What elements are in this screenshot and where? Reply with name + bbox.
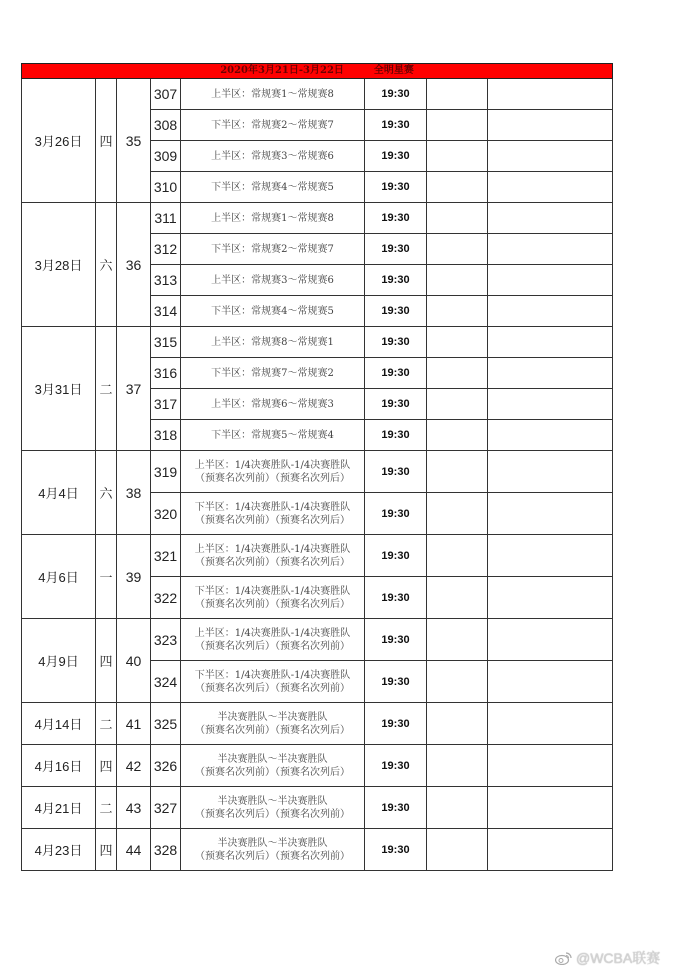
time-cell: 19:30 — [365, 110, 427, 141]
empty-cell-venue — [427, 172, 488, 203]
matchup-cell — [181, 703, 365, 745]
banner-event: 全明星赛 — [373, 65, 414, 76]
weekday-cell: 六 — [96, 203, 117, 327]
empty-cell-broadcast — [488, 535, 613, 577]
round-cell: 44 — [117, 829, 151, 871]
empty-cell-broadcast — [488, 661, 613, 703]
empty-cell-broadcast — [488, 234, 613, 265]
matchup-line: 下半区：常规赛4～常规赛5 — [211, 305, 334, 317]
game-row — [22, 79, 613, 110]
time-cell: 19:30 — [365, 265, 427, 296]
empty-cell-broadcast — [488, 110, 613, 141]
game-number-cell: 323 — [151, 619, 181, 661]
round-cell: 39 — [117, 535, 151, 619]
empty-cell-broadcast — [488, 79, 613, 110]
matchup-line: 上半区：常规赛1～常规赛8 — [211, 88, 334, 100]
time-cell: 19:30 — [365, 661, 427, 703]
matchup-cell — [181, 265, 365, 296]
matchup-cell — [181, 110, 365, 141]
round-cell: 37 — [117, 327, 151, 451]
time-cell: 19:30 — [365, 172, 427, 203]
game-number-cell: 326 — [151, 745, 181, 787]
time-cell: 19:30 — [365, 234, 427, 265]
game-number-cell: 322 — [151, 577, 181, 619]
matchup-cell — [181, 577, 365, 619]
matchup-line: 下半区：常规赛5～常规赛4 — [211, 429, 334, 441]
game-row — [22, 619, 613, 661]
game-row — [22, 787, 613, 829]
date-cell: 3月28日 — [22, 203, 96, 327]
game-number-cell: 312 — [151, 234, 181, 265]
matchup-line: （预赛名次列后）（预赛名次列前） — [195, 850, 350, 862]
game-number-cell: 319 — [151, 451, 181, 493]
time-cell: 19:30 — [365, 203, 427, 234]
round-cell: 41 — [117, 703, 151, 745]
weekday-cell: 二 — [96, 703, 117, 745]
time-cell: 19:30 — [365, 703, 427, 745]
game-row — [22, 327, 613, 358]
matchup-cell — [181, 420, 365, 451]
matchup-cell — [181, 172, 365, 203]
round-cell: 35 — [117, 79, 151, 203]
matchup-line: 上半区：常规赛3～常规赛6 — [211, 274, 334, 286]
empty-cell-broadcast — [488, 703, 613, 745]
empty-cell-venue — [427, 141, 488, 172]
game-row — [22, 535, 613, 577]
weekday-cell: 四 — [96, 619, 117, 703]
empty-cell-broadcast — [488, 451, 613, 493]
empty-cell-broadcast — [488, 296, 613, 327]
time-cell: 19:30 — [365, 829, 427, 871]
game-number-cell: 310 — [151, 172, 181, 203]
empty-cell-broadcast — [488, 141, 613, 172]
empty-cell-venue — [427, 79, 488, 110]
game-row — [22, 829, 613, 871]
game-number-cell: 321 — [151, 535, 181, 577]
game-number-cell: 318 — [151, 420, 181, 451]
empty-cell-venue — [427, 451, 488, 493]
time-cell: 19:30 — [365, 141, 427, 172]
matchup-line: 上半区：1/4决赛胜队-1/4决赛胜队 — [194, 627, 351, 639]
weekday-cell: 四 — [96, 745, 117, 787]
empty-cell-broadcast — [488, 203, 613, 234]
date-cell: 4月6日 — [22, 535, 96, 619]
banner-cell — [22, 64, 613, 79]
matchup-cell — [181, 327, 365, 358]
matchup-cell — [181, 234, 365, 265]
empty-cell-venue — [427, 389, 488, 420]
date-cell: 4月14日 — [22, 703, 96, 745]
weekday-cell: 二 — [96, 327, 117, 451]
empty-cell-broadcast — [488, 829, 613, 871]
time-cell: 19:30 — [365, 577, 427, 619]
matchup-line: 上半区：1/4决赛胜队-1/4决赛胜队 — [194, 459, 351, 471]
schedule-table — [21, 63, 613, 871]
date-cell: 4月9日 — [22, 619, 96, 703]
empty-cell-venue — [427, 787, 488, 829]
date-cell: 3月31日 — [22, 327, 96, 451]
weekday-cell: 四 — [96, 79, 117, 203]
date-cell: 4月16日 — [22, 745, 96, 787]
matchup-line: 下半区：常规赛2～常规赛7 — [211, 243, 334, 255]
game-number-cell: 309 — [151, 141, 181, 172]
weekday-cell: 四 — [96, 829, 117, 871]
matchup-line: （预赛名次列后）（预赛名次列前） — [195, 682, 350, 694]
weekday-cell: 二 — [96, 787, 117, 829]
matchup-line: 下半区：常规赛7～常规赛2 — [211, 367, 334, 379]
time-cell: 19:30 — [365, 296, 427, 327]
game-row — [22, 745, 613, 787]
game-number-cell: 317 — [151, 389, 181, 420]
matchup-cell — [181, 296, 365, 327]
matchup-cell — [181, 79, 365, 110]
empty-cell-venue — [427, 296, 488, 327]
game-number-cell: 313 — [151, 265, 181, 296]
watermark — [555, 948, 660, 968]
matchup-line: （预赛名次列前）（预赛名次列后） — [195, 556, 350, 568]
matchup-line: 半决赛胜队～半决赛胜队 — [217, 753, 328, 765]
matchup-cell — [181, 661, 365, 703]
time-cell: 19:30 — [365, 358, 427, 389]
empty-cell-venue — [427, 203, 488, 234]
time-cell: 19:30 — [365, 745, 427, 787]
empty-cell-venue — [427, 577, 488, 619]
time-cell: 19:30 — [365, 420, 427, 451]
game-number-cell: 316 — [151, 358, 181, 389]
empty-cell-broadcast — [488, 619, 613, 661]
weekday-cell: 一 — [96, 535, 117, 619]
time-cell: 19:30 — [365, 451, 427, 493]
matchup-line: 半决赛胜队～半决赛胜队 — [217, 795, 328, 807]
time-cell: 19:30 — [365, 327, 427, 358]
empty-cell-broadcast — [488, 420, 613, 451]
round-cell: 38 — [117, 451, 151, 535]
date-cell: 4月4日 — [22, 451, 96, 535]
matchup-line: 下半区：常规赛4～常规赛5 — [211, 181, 334, 193]
weibo-icon — [555, 951, 573, 965]
matchup-line: （预赛名次列前）（预赛名次列后） — [195, 472, 350, 484]
empty-cell-broadcast — [488, 577, 613, 619]
weekday-cell: 六 — [96, 451, 117, 535]
matchup-line: （预赛名次列后）（预赛名次列前） — [195, 640, 350, 652]
empty-cell-broadcast — [488, 172, 613, 203]
matchup-line: （预赛名次列前）（预赛名次列后） — [195, 598, 350, 610]
matchup-cell — [181, 389, 365, 420]
matchup-line: 上半区：1/4决赛胜队-1/4决赛胜队 — [194, 543, 351, 555]
empty-cell-venue — [427, 619, 488, 661]
empty-cell-broadcast — [488, 327, 613, 358]
round-cell: 42 — [117, 745, 151, 787]
matchup-cell — [181, 203, 365, 234]
matchup-line: 半决赛胜队～半决赛胜队 — [217, 837, 328, 849]
game-number-cell: 320 — [151, 493, 181, 535]
matchup-line: 下半区：常规赛2～常规赛7 — [211, 119, 334, 131]
matchup-line: 上半区：常规赛6～常规赛3 — [211, 398, 334, 410]
game-number-cell: 328 — [151, 829, 181, 871]
empty-cell-venue — [427, 535, 488, 577]
empty-cell-broadcast — [488, 358, 613, 389]
time-cell: 19:30 — [365, 619, 427, 661]
matchup-cell — [181, 535, 365, 577]
round-cell: 40 — [117, 619, 151, 703]
date-cell: 4月23日 — [22, 829, 96, 871]
matchup-line: 下半区：1/4决赛胜队-1/4决赛胜队 — [194, 669, 351, 681]
empty-cell-venue — [427, 829, 488, 871]
date-cell: 3月26日 — [22, 79, 96, 203]
round-cell: 36 — [117, 203, 151, 327]
empty-cell-broadcast — [488, 265, 613, 296]
game-number-cell: 325 — [151, 703, 181, 745]
matchup-cell — [181, 493, 365, 535]
watermark-text: @WCBA联赛 — [576, 950, 661, 966]
empty-cell-venue — [427, 420, 488, 451]
matchup-line: （预赛名次列前）（预赛名次列后） — [195, 766, 350, 778]
game-number-cell: 307 — [151, 79, 181, 110]
round-cell: 43 — [117, 787, 151, 829]
matchup-line: 下半区：1/4决赛胜队-1/4决赛胜队 — [194, 585, 351, 597]
matchup-cell — [181, 451, 365, 493]
matchup-line: 上半区：常规赛3～常规赛6 — [211, 150, 334, 162]
matchup-line: 上半区：常规赛8～常规赛1 — [211, 336, 334, 348]
matchup-line: （预赛名次列前）（预赛名次列后） — [195, 724, 350, 736]
empty-cell-broadcast — [488, 787, 613, 829]
empty-cell-broadcast — [488, 745, 613, 787]
time-cell: 19:30 — [365, 535, 427, 577]
game-number-cell: 314 — [151, 296, 181, 327]
banner-dates: 2020年3月21日-3月22日 — [220, 65, 344, 76]
matchup-line: 半决赛胜队～半决赛胜队 — [217, 711, 328, 723]
empty-cell-venue — [427, 358, 488, 389]
empty-cell-venue — [427, 493, 488, 535]
game-row — [22, 703, 613, 745]
matchup-line: 下半区：1/4决赛胜队-1/4决赛胜队 — [194, 501, 351, 513]
matchup-cell — [181, 745, 365, 787]
schedule-body — [22, 64, 613, 871]
matchup-cell — [181, 829, 365, 871]
game-number-cell: 311 — [151, 203, 181, 234]
game-number-cell: 324 — [151, 661, 181, 703]
game-row — [22, 203, 613, 234]
empty-cell-broadcast — [488, 493, 613, 535]
empty-cell-venue — [427, 745, 488, 787]
empty-cell-venue — [427, 327, 488, 358]
matchup-cell — [181, 787, 365, 829]
game-number-cell: 327 — [151, 787, 181, 829]
empty-cell-venue — [427, 703, 488, 745]
empty-cell-venue — [427, 234, 488, 265]
matchup-line: 上半区：常规赛1～常规赛8 — [211, 212, 334, 224]
game-number-cell: 308 — [151, 110, 181, 141]
game-row — [22, 451, 613, 493]
empty-cell-broadcast — [488, 389, 613, 420]
matchup-cell — [181, 141, 365, 172]
empty-cell-venue — [427, 110, 488, 141]
time-cell: 19:30 — [365, 79, 427, 110]
matchup-cell — [181, 619, 365, 661]
matchup-line: （预赛名次列后）（预赛名次列前） — [195, 808, 350, 820]
matchup-cell — [181, 358, 365, 389]
banner-row — [22, 64, 613, 79]
empty-cell-venue — [427, 265, 488, 296]
time-cell: 19:30 — [365, 493, 427, 535]
matchup-line: （预赛名次列前）（预赛名次列后） — [195, 514, 350, 526]
time-cell: 19:30 — [365, 787, 427, 829]
date-cell: 4月21日 — [22, 787, 96, 829]
empty-cell-venue — [427, 661, 488, 703]
time-cell: 19:30 — [365, 389, 427, 420]
game-number-cell: 315 — [151, 327, 181, 358]
